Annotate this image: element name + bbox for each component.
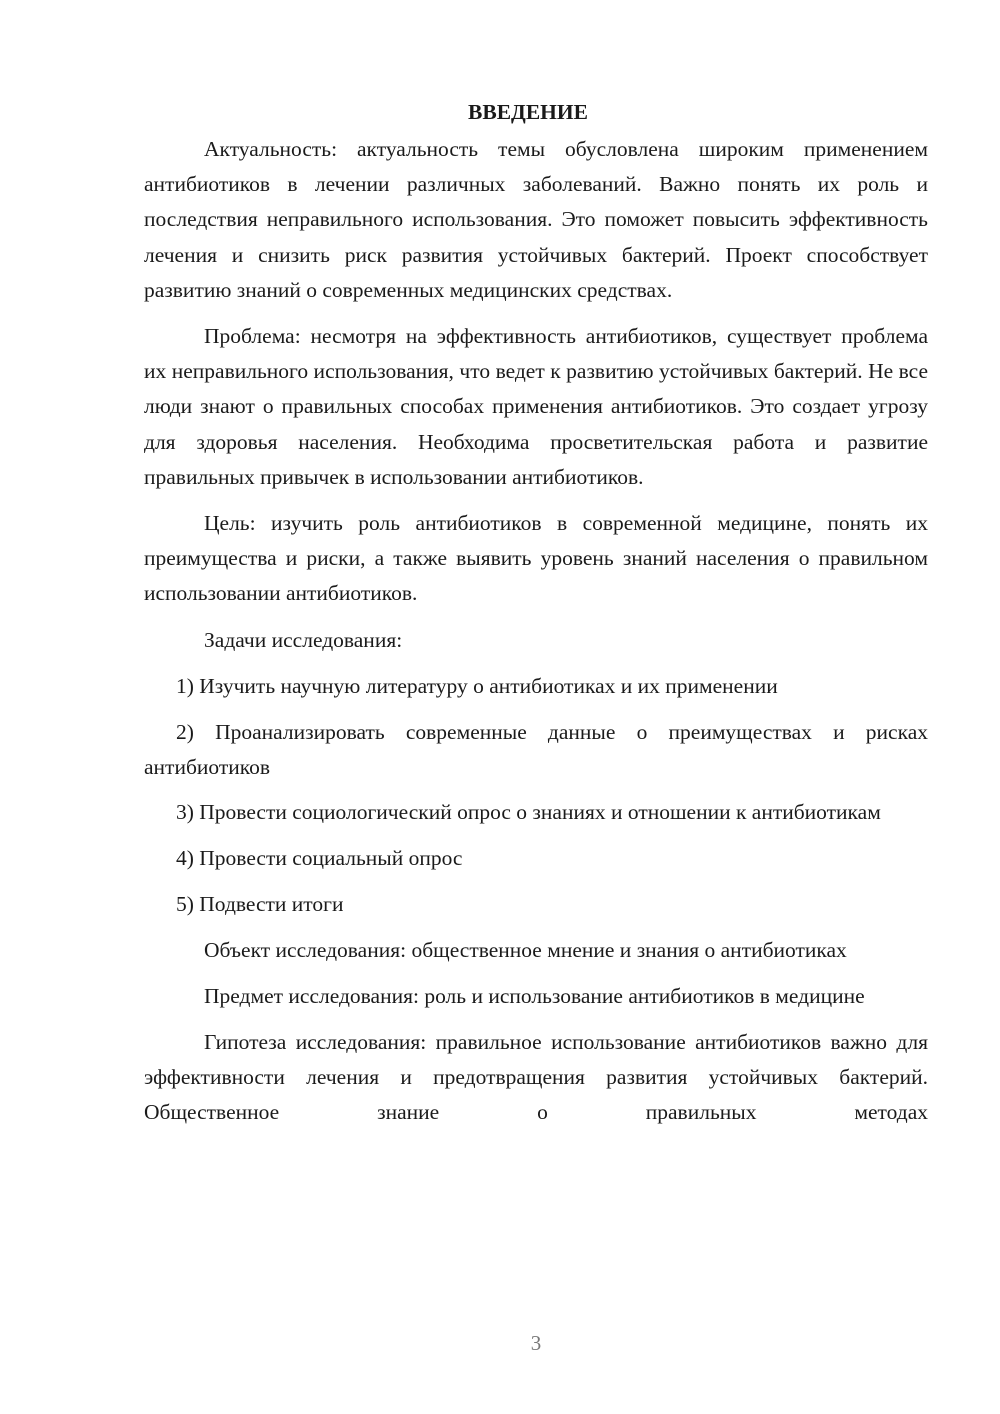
subject-paragraph: Предмет исследования: роль и использование антибиотиков в медицине: [204, 983, 865, 1008]
task-item-3: 3) Провести социологический опрос о знаниях и отношении к антибиотикам: [176, 800, 881, 825]
task-item-1: 1) Изучить научную литературу о антибиотиках и их применении: [176, 673, 778, 698]
page-number: 3: [530, 1331, 542, 1355]
page-content: [144, 92, 928, 1131]
section-heading: ВВЕДЕНИЕ: [468, 100, 588, 124]
tasks-heading: Задачи исследования:: [204, 627, 403, 652]
object-paragraph: Объект исследования: общественное мнение и знания о антибиотиках: [204, 937, 847, 962]
relevance-paragraph: Актуальность: актуальность темы обусловлена широким применением антибиотиков в лечении различных заболеваний. Важно понять их роль и последствия неправильного использования. Это поможет повысить эффективность лечения и снизить риск развития устойчивых бактерий. Проект способствует развитию знаний о современных медицинских средствах.: [144, 137, 928, 302]
task-item-5: 5) Подвести итоги: [176, 891, 344, 916]
goal-paragraph: Цель: изучить роль антибиотиков в современной медицине, понять их преимущества и риски, а также выявить уровень знаний населения о правильном использовании антибиотиков.: [144, 511, 928, 606]
hypothesis-paragraph: Гипотеза исследования: правильное использование антибиотиков важно для эффективности лечения и предотвращения развития устойчивых бактерий. Общественное знание о правильных методах: [144, 1029, 928, 1125]
task-item-4: 4) Провести социальный опрос: [176, 846, 463, 871]
task-item-2: 2) Проанализировать современные данные о преимуществах и рисках антибиотиков: [144, 719, 928, 779]
problem-paragraph: Проблема: несмотря на эффективность антибиотиков, существует проблема их неправильного использования, что ведет к развитию устойчивых бактерий. Не все люди знают о правильных способах применения антибиотиков. Это создает угрозу для здоровья населения. Необходима просветительская работа и развитие правильных привычек в использовании антибиотиков.: [144, 324, 928, 489]
